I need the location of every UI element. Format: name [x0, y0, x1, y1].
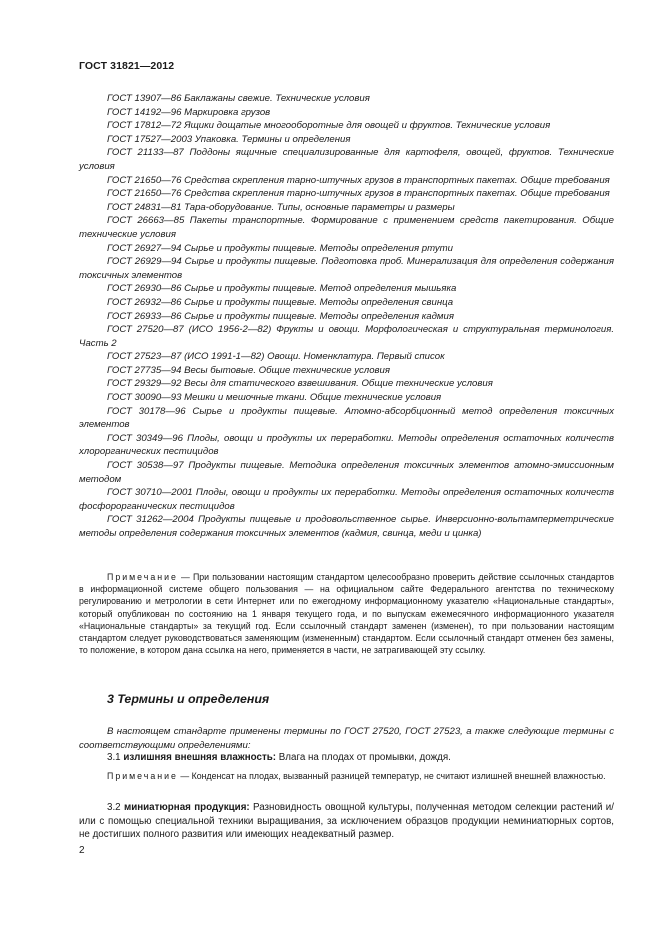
- reference-item: ГОСТ 17812—72 Ящики дощатые многооборотные для овощей и фруктов. Технические условия: [107, 120, 551, 132]
- reference-item: ГОСТ 27520—87 (ИСО 1956-2—82) Фрукты и овощи. Морфологическая и структуральная терминология. Часть 2: [79, 324, 614, 349]
- reference-item: ГОСТ 30090—93 Мешки и мешочные ткани. Общие технические условия: [107, 392, 442, 404]
- term-text: Разновидность овощной культуры, полученная методом селекции растений и/или с помощью специальной техники выращивания, за исключением образцов продукции неминиатюрных сортов, не достигших полного развития или имеющих неадекватный размер.: [79, 802, 614, 841]
- reference-item: ГОСТ 26933—86 Сырье и продукты пищевые. Методы определения кадмия: [107, 310, 454, 322]
- reference-item: ГОСТ 21650—76 Средства скрепления тарно-штучных грузов в транспортных пакетах. Общие требования: [107, 188, 610, 200]
- term-name: миниатюрная продукция:: [123, 802, 250, 813]
- term-text: Влага на плодах от промывки, дождя.: [276, 752, 451, 763]
- reference-item: ГОСТ 13907—86 Баклажаны свежие. Технические условия: [107, 93, 370, 104]
- reference-item: ГОСТ 21650—76 Средства скрепления тарно-штучных грузов в транспортных пакетах. Общие требования: [107, 174, 610, 186]
- reference-item: ГОСТ 17527—2003 Упаковка. Термины и определения: [107, 133, 351, 145]
- term-number: 3.2: [107, 802, 124, 813]
- note-text: — При пользовании настоящим стандартом целесообразно проверить действие ссылочных стандартов в информационной системе общего пользования — на официальном сайте Федерального агентства по техническому регулированию и метрологии в сети Интернет или по ежегодному информационному указателю «Национальные стандарты», который опубликован по состоянию на 1 января текущего года, и по выпускам ежемесячного информационного указателя «Национальные стандарты» за текущий год. Если ссылочный стандарт заменен (изменен), то при пользовании настоящим стандартом следует руководствоваться заменяющим (измененным) стандартом. Если ссылочный стандарт отменен без замены, то положение, в котором дана ссылка на него, применяется в части, не затрагивающей эту ссылку.: [79, 572, 614, 656]
- reference-item: ГОСТ 14192—96 Маркировка грузов: [107, 106, 271, 118]
- reference-item: ГОСТ 26663—85 Пакеты транспортные. Формирование с применением средств пакетирования. Общие технические условия: [79, 215, 614, 240]
- reference-item: ГОСТ 30538—97 Продукты пищевые. Методика определения токсичных элементов атомно-эмиссионным методом: [79, 460, 614, 485]
- note-label: Примечание: [107, 572, 178, 582]
- reference-item: ГОСТ 26929—94 Сырье и продукты пищевые. Подготовка проб. Минерализация для определения содержания токсичных элементов: [79, 256, 614, 281]
- reference-item: ГОСТ 26927—94 Сырье и продукты пищевые. Методы определения ртути: [107, 242, 453, 254]
- section-title: 3 Термины и определения: [107, 692, 270, 706]
- reference-item: ГОСТ 29329—92 Весы для статического взвешивания. Общие технические условия: [107, 378, 493, 390]
- page-number: 2: [79, 845, 85, 856]
- reference-item: ГОСТ 30178—96 Сырье и продукты пищевые. Атомно-абсорбционный метод определения токсичных элементов: [79, 405, 614, 431]
- section-intro: В настоящем стандарте применены термины по ГОСТ 27520, ГОСТ 27523, а также следующие термины с соответствующими определениями:: [79, 726, 614, 751]
- term-name: излишняя внешняя влажность:: [123, 752, 277, 763]
- references-note: [79, 571, 614, 656]
- normative-references-list: [79, 92, 614, 541]
- reference-item: ГОСТ 21133—87 Поддоны ящичные специализированные для картофеля, овощей, фруктов. Технические условия: [79, 147, 614, 172]
- reference-item: ГОСТ 27735—94 Весы бытовые. Общие технические условия: [107, 364, 391, 376]
- reference-item: ГОСТ 24831—81 Тара-оборудование. Типы, основные параметры и размеры: [107, 201, 455, 213]
- term-number: 3.1: [107, 752, 124, 763]
- reference-item: ГОСТ 26932—86 Сырье и продукты пищевые. Методы определения свинца: [107, 296, 454, 308]
- note-text: — Конденсат на плодах, вызванный разницей температур, не считают излишней внешней влажностью.: [177, 771, 606, 781]
- reference-item: ГОСТ 26930—86 Сырье и продукты пищевые. Метод определения мышьяка: [107, 283, 457, 295]
- term-definition-3-2: [79, 801, 614, 842]
- term-3-1-note: [79, 770, 614, 782]
- term-definition-3-1: [79, 751, 614, 765]
- note-label: Примечание: [107, 771, 178, 781]
- reference-item: ГОСТ 31262—2004 Продукты пищевые и продовольственное сырье. Инверсионно-вольтамперметрические методы определения содержания токсичных элементов (кадмия, свинца, меди и цинка): [79, 514, 614, 539]
- document-header: ГОСТ 31821—2012: [79, 60, 175, 72]
- reference-item: ГОСТ 27523—87 (ИСО 1991-1—82) Овощи. Номенклатура. Первый список: [107, 351, 445, 363]
- reference-item: ГОСТ 30349—96 Плоды, овощи и продукты их переработки. Методы определения остаточных количеств хлорорганических пестицидов: [79, 432, 614, 458]
- reference-item: ГОСТ 30710—2001 Плоды, овощи и продукты их переработки. Методы определения остаточных количеств фосфорорганических пестицидов: [79, 487, 614, 512]
